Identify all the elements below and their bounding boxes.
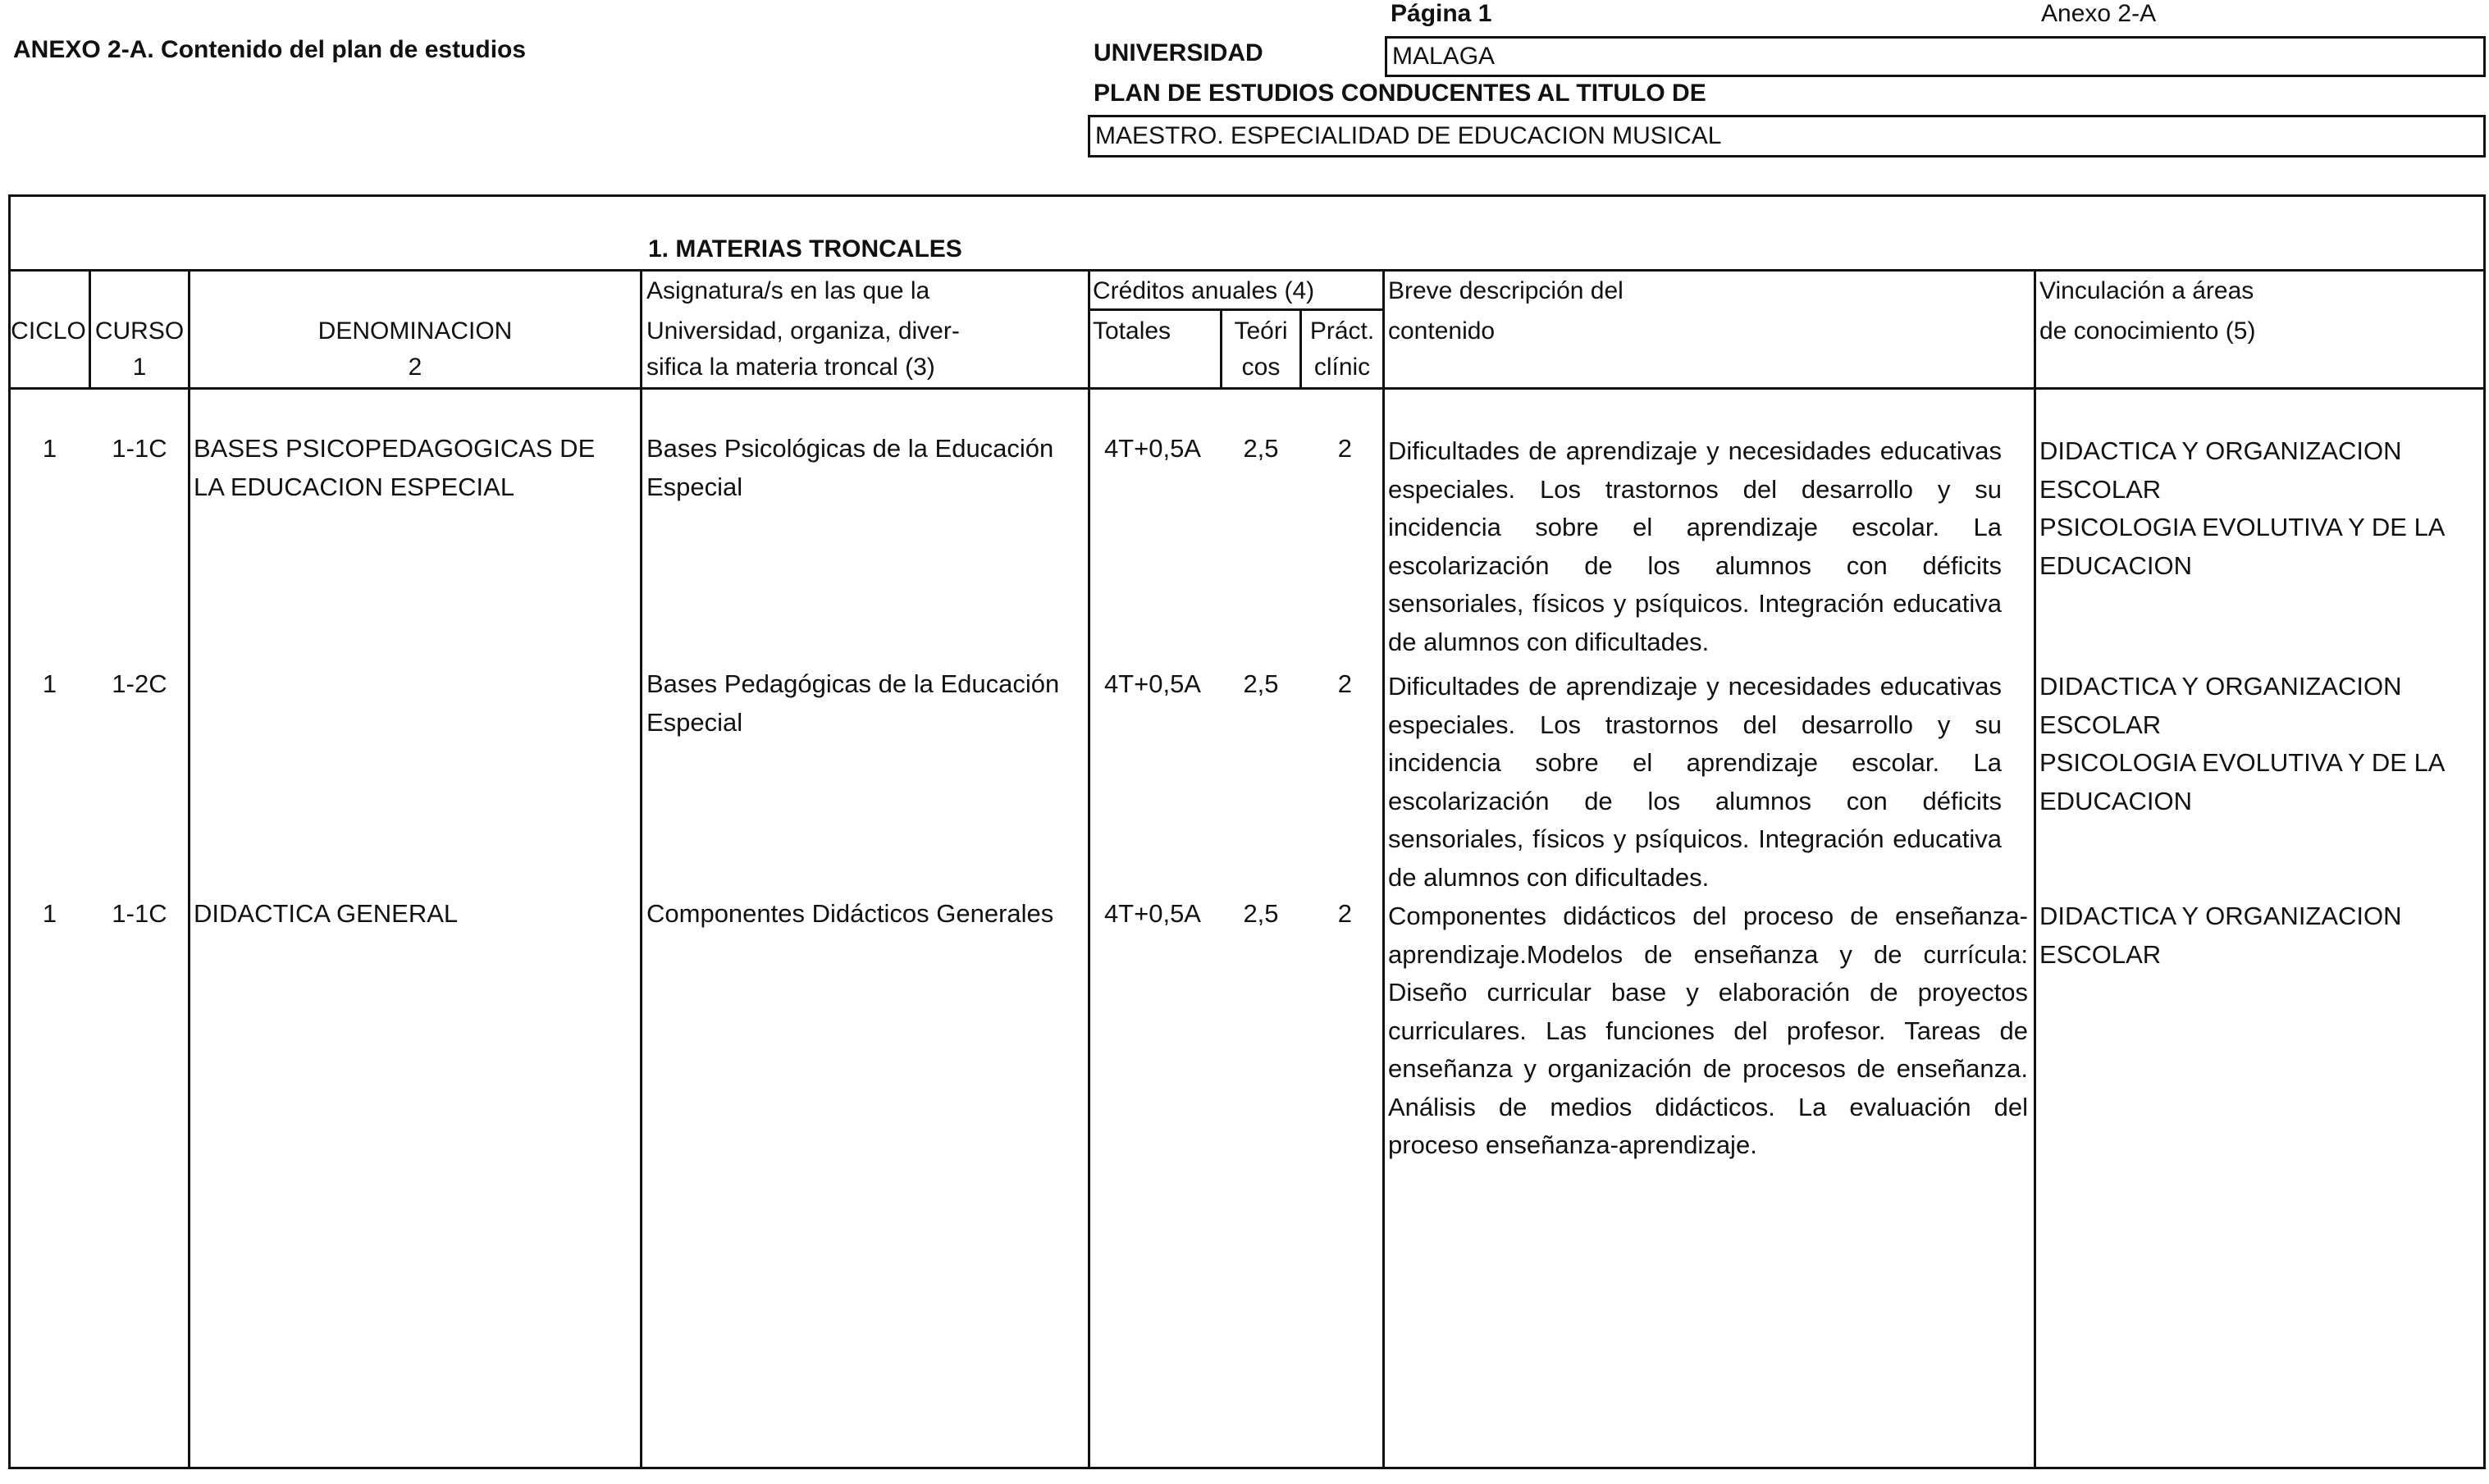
subjects-table — [8, 194, 2486, 1469]
row-teoricos: 2,5 — [1243, 899, 1279, 928]
row-denominacion: DIDACTICA GENERAL — [194, 899, 459, 928]
row-practicos: 2 — [1337, 434, 1352, 463]
rule-col-practicos — [1382, 269, 1385, 1469]
row-teoricos: 2,5 — [1243, 669, 1279, 698]
row-asignatura: Bases Pedagógicas de la Educación Especial — [646, 669, 1060, 737]
col-practicos-line1: Práct. — [1309, 317, 1375, 345]
col-practicos-line2: clínic — [1313, 354, 1371, 381]
page-label: Página 1 — [1391, 0, 1492, 27]
rule-header-bottom — [8, 387, 2486, 390]
col-vinculacion-line2: de conocimiento (5) — [2039, 317, 2256, 345]
col-denominacion: DENOMINACION — [317, 317, 513, 345]
row-practicos: 2 — [1337, 899, 1352, 928]
row-teoricos: 2,5 — [1243, 434, 1279, 463]
row-vinculacion: DIDACTICA Y ORGANIZACION ESCOLAR PSICOLOGIA EVOLUTIVA Y DE LA EDUCACION — [2039, 436, 2446, 580]
col-descripcion-line2: contenido — [1388, 317, 1496, 345]
rule-col-curso — [188, 269, 190, 1469]
row-totales: 4T+0,5A — [1103, 434, 1201, 463]
annex-title: ANEXO 2-A. Contenido del plan de estudios — [13, 36, 527, 63]
row-totales: 4T+0,5A — [1103, 899, 1201, 928]
university-field — [1385, 36, 2486, 77]
row-asignatura: Componentes Didácticos Generales — [646, 899, 1054, 928]
rule-col-ciclo — [89, 269, 91, 390]
row-vinculacion: DIDACTICA Y ORGANIZACION ESCOLAR PSICOLOGIA EVOLUTIVA Y DE LA EDUCACION — [2039, 672, 2446, 815]
col-totales: Totales — [1093, 317, 1171, 345]
row-descripcion: Dificultades de aprendizaje y necesidades educativas especiales. Los trastornos del desarrollo y su incidencia sobre el aprendizaje escolar. La escolarización de los alumnos con déficits sensoriales, físicos y psíquicos. Integración educativa de alumnos con dificultades. — [1388, 672, 2002, 892]
row-ciclo: 1 — [42, 899, 57, 928]
row-ciclo: 1 — [42, 669, 57, 698]
rule-section-bottom — [8, 269, 2486, 272]
plan-label: PLAN DE ESTUDIOS CONDUCENTES AL TITULO DE — [1094, 80, 1706, 107]
row-curso: 1-1C — [112, 434, 167, 463]
col-asignatura-line2: Universidad, organiza, diver- — [646, 317, 960, 345]
row-practicos: 2 — [1337, 669, 1352, 698]
university-label: UNIVERSIDAD — [1094, 39, 1263, 66]
row-denominacion: BASES PSICOPEDAGOGICAS DE LA EDUCACION ESPECIAL — [194, 434, 596, 501]
row-ciclo: 1 — [42, 434, 57, 463]
row-descripcion: Dificultades de aprendizaje y necesidades educativas especiales. Los trastornos del desarrollo y su incidencia sobre el aprendizaje escolar. La escolarización de los alumnos con déficits sensoriales, físicos y psíquicos. Integración educativa de alumnos con dificultades. — [1388, 436, 2002, 656]
col-teoricos-line1: Teóri — [1234, 317, 1288, 345]
row-asignatura: Bases Psicológicas de la Educación Especial — [646, 434, 1054, 501]
plan-field — [1088, 115, 2486, 158]
row-curso: 1-2C — [112, 669, 167, 698]
col-denominacion-number: 2 — [408, 354, 422, 381]
row-totales: 4T+0,5A — [1103, 669, 1201, 698]
col-asignatura-line3: sifica la materia troncal (3) — [646, 354, 935, 381]
col-asignatura-line1: Asignatura/s en las que la — [646, 277, 930, 304]
rule-creditos — [1088, 308, 1382, 311]
col-teoricos-line2: cos — [1241, 354, 1281, 381]
col-ciclo: CICLO — [11, 317, 86, 345]
rule-col-descripcion — [2034, 269, 2036, 1469]
plan-value: MAESTRO. ESPECIALIDAD DE EDUCACION MUSICAL — [1095, 122, 1722, 149]
row-curso: 1-1C — [112, 899, 167, 928]
col-curso-number: 1 — [132, 354, 147, 381]
section-title: 1. MATERIAS TRONCALES — [648, 235, 962, 263]
col-curso: CURSO — [94, 317, 185, 345]
rule-col-denominacion — [640, 269, 642, 1469]
col-vinculacion-line1: Vinculación a áreas — [2039, 277, 2254, 304]
rule-col-asignatura — [1088, 269, 1090, 1469]
annex-ref: Anexo 2-A — [2041, 0, 2157, 27]
col-creditos: Créditos anuales (4) — [1093, 277, 1315, 304]
university-value: MALAGA — [1392, 43, 1496, 70]
row-descripcion: Componentes didácticos del proceso de enseñanza-aprendizaje.Modelos de enseñanza y de currícula: Diseño curricular base y elaboración de proyectos curriculares. Las funciones del profesor. Tareas de enseñanza y organización de procesos de enseñanza. Análisis de medios didácticos. La evaluación del proceso enseñanza-aprendizaje. — [1388, 902, 2028, 1159]
col-descripcion-line1: Breve descripción del — [1388, 277, 1624, 304]
row-vinculacion: DIDACTICA Y ORGANIZACION ESCOLAR — [2039, 902, 2402, 969]
